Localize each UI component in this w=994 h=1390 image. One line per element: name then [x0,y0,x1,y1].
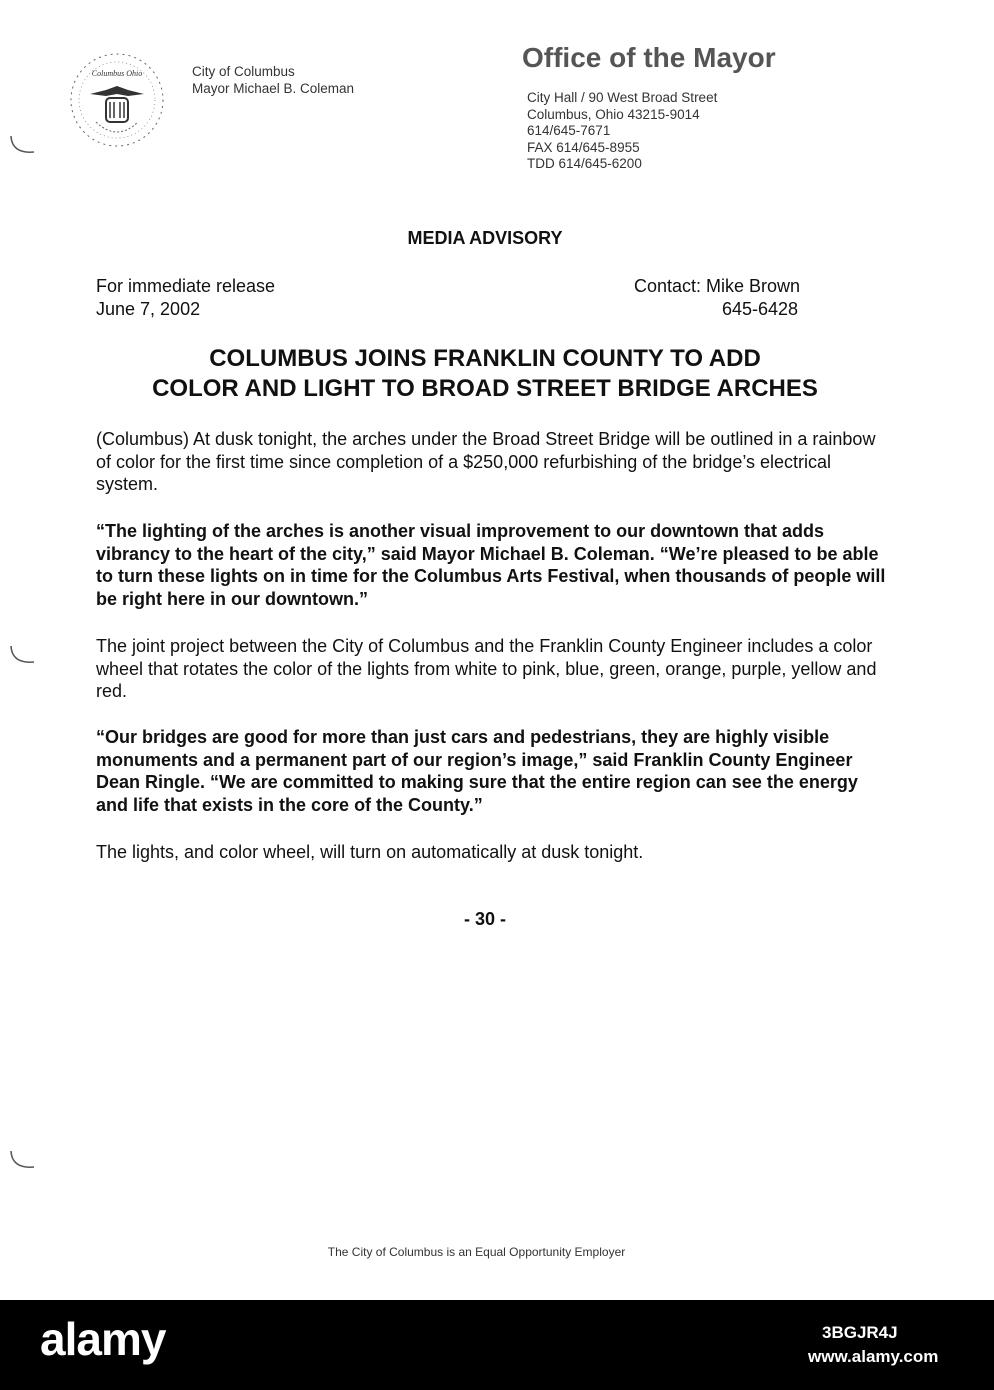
contact-block [634,275,800,321]
punch-hole-icon [8,130,36,158]
office-title: Office of the Mayor [522,42,776,73]
tdd-line: TDD 614/645-6200 [527,156,642,171]
body-quote-mayor: “The lighting of the arches is another visual improvement to our downtown that adds vibrancy to the heart of the city,” said Mayor Michael B. Coleman. “We’re pleased to be able to turn these lights on in time for the Columbus Arts Festival, when thousands of people will be right here in our downtown.” [96,521,886,609]
fax-line: FAX 614/645-8955 [527,139,640,155]
contact-phone: 645-6428 [722,299,799,319]
address-block [527,90,717,173]
footer-text: The City of Columbus is an Equal Opportunity Employer [327,1245,626,1259]
release-block [96,275,275,321]
headline [0,344,970,404]
city-name: City of Columbus [192,64,295,79]
image-id: 3BGJR4J [822,1323,898,1342]
alamy-logo: alamy [40,1313,166,1365]
end-mark: - 30 - [463,909,506,929]
body-paragraph-project: The joint project between the City of Columbus and the Franklin County Engineer includes a color wheel that rotates the color of the lights from white to pink, blue, green, orange, purple, yellow and red. [96,636,877,701]
seal-text: Columbus Ohio [91,69,143,78]
address-line: Columbus, Ohio 43215-9014 [527,106,700,122]
contact-name: Contact: Mike Brown [634,276,801,296]
punch-hole-icon [8,1145,36,1173]
letterhead-city-block [192,63,354,97]
city-seal-icon [66,50,168,150]
media-advisory-label: MEDIA ADVISORY [407,228,563,248]
mayor-name: Mayor Michael B. Coleman [192,81,355,96]
body-paragraph-closing: The lights, and color wheel, will turn on automatically at dusk tonight. [96,842,644,862]
body-quote-engineer: “Our bridges are good for more than just cars and pedestrians, they are highly visible monuments and a permanent part of our region’s image,” said Franklin County Engineer Dean Ringle. “We are committed to making sure that the entire region can see the energy and life that exists in the core of the County.” [96,727,858,815]
address-line: City Hall / 90 West Broad Street [527,90,718,105]
release-label: For immediate release [96,276,276,296]
phone-line: 614/645-7671 [527,123,611,138]
headline-line-2: COLOR AND LIGHT TO BROAD STREET BRIDGE ARCHES [152,375,818,402]
release-date: June 7, 2002 [96,299,201,319]
body-paragraph-intro: (Columbus) At dusk tonight, the arches under the Broad Street Bridge will be outlined in a rainbow of color for the first time since completion of a $250,000 refurbishing of the bridge’s electrical system. [96,429,876,494]
site-url: www.alamy.com [808,1347,939,1366]
headline-line-1: COLUMBUS JOINS FRANKLIN COUNTY TO ADD [209,345,761,372]
punch-hole-icon [8,640,36,668]
